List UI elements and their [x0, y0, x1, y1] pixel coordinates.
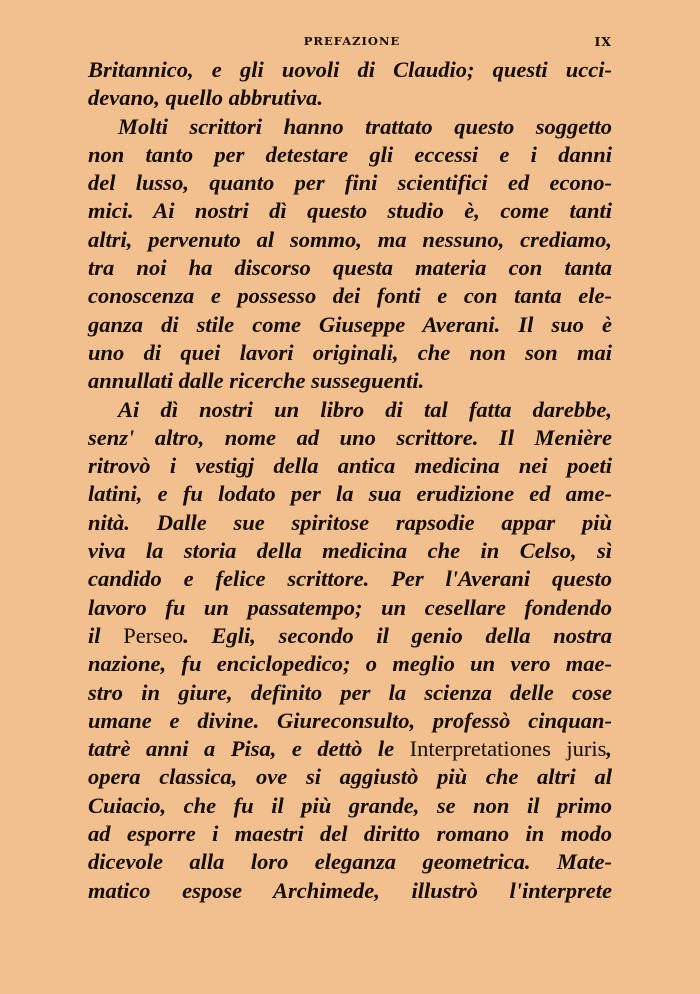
line-text: ritrovò i vestigj della antica medicina nei poeti: [88, 453, 612, 479]
text-line: [88, 424, 612, 452]
line-text: opera classica, ove si aggiustò più che altri al: [88, 764, 612, 790]
text-line: [88, 509, 612, 537]
text-line: [88, 792, 612, 820]
text-line: [88, 113, 612, 141]
text-line: [88, 226, 612, 254]
text-line: [88, 197, 612, 225]
line-text: tra noi ha discorso questa materia con tanta: [88, 255, 612, 281]
text-line: [88, 254, 612, 282]
roman-text: Perseo: [123, 622, 184, 648]
running-head: PREFAZIONE: [303, 34, 401, 48]
line-text: nità. Dalle sue spiritose rapsodie appar più: [88, 509, 612, 535]
line-text: mici. Ai nostri dì questo studio è, come tanti: [88, 198, 612, 224]
text-line: [88, 877, 612, 905]
line-text: Molti scrittori hanno trattato questo soggetto: [118, 113, 612, 139]
text-line: [88, 396, 612, 424]
line-text: senz' altro, nome ad uno scrittore. Il Menière: [88, 424, 612, 450]
text-line: [88, 339, 612, 367]
text-line: [88, 169, 612, 197]
line-text: nazione, fu enciclopedico; o meglio un vero mae-: [88, 651, 612, 677]
line-text: annullati dalle ricerche susseguenti.: [88, 368, 425, 394]
page-header: [92, 34, 612, 54]
text-line: [88, 848, 612, 876]
line-text: candido e felice scrittore. Per l'Averani questo: [88, 566, 612, 592]
line-text: lavoro fu un passatempo; un cesellare fondendo: [88, 594, 612, 620]
line-text: dicevole alla loro eleganza geometrica. Mate-: [88, 849, 612, 875]
line-text: devano, quello abbrutiva.: [88, 85, 323, 111]
body-text: [88, 56, 612, 905]
text-line: [88, 594, 612, 622]
line-text: latini, e fu lodato per la sua erudizione ed ame-: [88, 481, 612, 507]
page-number: IX: [594, 34, 612, 49]
line-text: Cuiacio, che fu il più grande, se non il primo: [88, 792, 612, 818]
line-text: matico espose Archimede, illustrò l'interprete: [88, 877, 612, 903]
line-text: viva la storia della medicina che in Celso, sì: [88, 538, 612, 564]
line-text: Ai dì nostri un libro di tal fatta darebbe,: [118, 396, 612, 422]
line-text: umane e divine. Giureconsulto, professò cinquan-: [88, 707, 612, 733]
text-line: [88, 537, 612, 565]
line-text: altri, pervenuto al sommo, ma nessuno, crediamo,: [88, 226, 612, 252]
text-line: [88, 56, 612, 84]
text-line: [88, 367, 612, 395]
text-line: [88, 650, 612, 678]
line-text: Britannico, e gli uovoli di Claudio; questi ucci-: [88, 57, 612, 82]
text-line: [88, 84, 612, 112]
line-text: non tanto per detestare gli eccessi e i danni: [88, 141, 612, 167]
text-line: [88, 707, 612, 735]
text-line: [88, 565, 612, 593]
line-text: ad esporre i maestri del diritto romano in modo: [88, 821, 612, 847]
line-text: tatrè anni a Pisa, e dettò le: [88, 736, 410, 762]
text-line: [88, 735, 612, 763]
line-text-after: . Egli, secondo il genio della nostra: [183, 622, 612, 648]
text-line: [88, 311, 612, 339]
line-text: ganza di stile come Giuseppe Averani. Il suo è: [88, 311, 612, 337]
text-line: [88, 679, 612, 707]
text-line: [88, 622, 612, 650]
line-text: il: [88, 622, 124, 648]
text-line: [88, 820, 612, 848]
text-line: [88, 141, 612, 169]
text-line: [88, 282, 612, 310]
line-text: conoscenza e possesso dei fonti e con tanta ele-: [88, 283, 612, 309]
text-line: [88, 763, 612, 791]
line-text-after: ,: [606, 736, 612, 762]
text-line: [88, 480, 612, 508]
roman-text: Interpretationes juris: [409, 736, 607, 762]
line-text: uno di quei lavori originali, che non son mai: [88, 339, 612, 365]
line-text: del lusso, quanto per fini scientifici ed econo-: [88, 170, 612, 196]
line-text: stro in giure, definito per la scienza delle cose: [88, 679, 612, 705]
text-line: [88, 452, 612, 480]
